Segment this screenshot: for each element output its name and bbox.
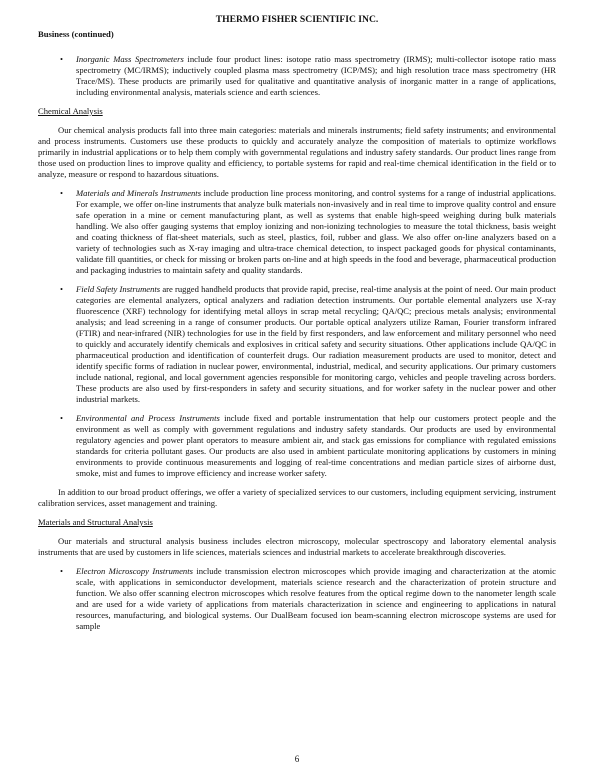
bullet-term: Inorganic Mass Spectrometers: [76, 54, 184, 64]
bullet-field-safety: [38, 284, 556, 405]
bullet-term: Materials and Minerals Instruments: [76, 188, 202, 198]
section-header: Business (continued): [38, 29, 114, 39]
bullet-electron-microscopy: [38, 566, 556, 632]
bullet-environmental-process: [38, 413, 556, 479]
heading-chemical-analysis: Chemical Analysis: [38, 106, 103, 116]
bullet-marker: •: [60, 54, 64, 64]
bullet-term: Environmental and Process Instruments: [76, 413, 220, 423]
bullet-term: Electron Microscopy Instruments: [76, 566, 193, 576]
company-header: THERMO FISHER SCIENTIFIC INC.: [215, 14, 379, 25]
bullet-marker: •: [60, 284, 64, 294]
bullet-text: include transmission electron microscopes which provide imaging and characterization at the atomic scale, with applications in semiconductor development, materials science research and the characterization of protein structure and function. We also offer scanning electron microscopes which resolve features from the optical regime down to the nanometer length scale and are used for a wide variety of applications from materials characterization in science and engineering to applications in natural resources, manufacturing, and biological systems. Our DualBeam focused ion beam-scanning electron microscope systems are used for sample: [76, 566, 557, 631]
bullet-text: include production line process monitoring, and control systems for a range of industrial applications. For example, we offer on-line instruments that analyze bulk materials non-invasively and in real time to improve quality control and ensure safe operation in a mine or cement manufacturing plant, as well as systems that enable high-speed weighing during bulk materials handling. We also offer gauging systems that employ ionizing and non-ionizing technologies to measure the total thickness, basis weight and coating thickness of flat-sheet materials, such as steel, plastics, foil, rubber and glass. We also offer on-line analyzers based on a variety of technologies such as X-ray imaging and ultra-trace chemical detection, to inspect packaged goods for physical contaminants, validate fill quantities, or check for missing or broken parts on-line and at high speeds in the food and beverage, pharmaceutical production and packaging industries to maintain safety and quality standards.: [76, 188, 556, 275]
chemical-closing-paragraph: In addition to our broad product offerings, we offer a variety of specialized services to our customers, including equipment servicing, instrument calibration services, asset management and training.: [38, 487, 556, 508]
bullet-text: include four product lines: isotope ratio mass spectrometry (IRMS); multi-collector isotope ratio mass spectrometry (MC/IRMS); inductively coupled plasma mass spectrometry (ICP/MS); and high resolution trace mass spectrometry (HR Trace/MS). These products are primarily used for qualitative and quantitative analysis of inorganic matter in a range of applications, including environmental analysis, materials science and earth sciences.: [76, 54, 556, 97]
bullet-marker: •: [60, 413, 64, 423]
bullet-marker: •: [60, 566, 64, 576]
chemical-intro-paragraph: Our chemical analysis products fall into three main categories: materials and minerals instruments; field safety instruments; and environmental and process instruments. Customers use these products to quickly and accurately analyze the composition of materials to optimize workflows primarily in industrial applications or to help them comply with governmental regulations and industry safety standards. Our product lines range from those used on production lines to improve quality and efficiency, to portable systems for rapid and real-time chemical identification in the field or to analyze, measure or respond to hazardous situations.: [38, 125, 556, 179]
materials-intro-paragraph: Our materials and structural analysis business includes electron microscopy, molecular spectroscopy and laboratory elemental analysis instruments that are used by customers in life sciences, materials sciences and industrial markets to accelerate breakthrough discoveries.: [38, 536, 556, 557]
bullet-inorganic-mass-spectrometers: [38, 54, 556, 98]
bullet-marker: •: [60, 188, 64, 198]
bullet-text: include fixed and portable instrumentation that help our customers protect people and the environment as well as comply with government regulations and industry safety standards. Our products are used by environmental regulatory agencies and power plant operators to measure ambient air, and stack gas emissions for compliance with regulated emissions standards for criteria pollutant gases. Our products are also used in ambient particulate monitoring applications by customers in mining environments to provide continuous measurements and logging of real-time concentrations and median particle sizes of airborne dust, smoke, mist and fumes to improve efficiency and increase worker safety.: [76, 413, 557, 478]
bullet-materials-minerals: [38, 188, 556, 276]
page-number: 6: [294, 754, 300, 764]
bullet-term: Field Safety Instruments: [76, 284, 161, 294]
heading-materials-structural-analysis: Materials and Structural Analysis: [38, 517, 153, 527]
document-page: [38, 14, 556, 640]
bullet-text: are rugged handheld products that provide rapid, precise, real-time analysis at the point of need. Our main product categories are elemental analyzers, optical analyzers and radiation detection instruments. Our portable elemental analyzers use X-ray fluorescence (XRF) technology for identifying metal alloys in scrap metal recycling; QA/QC; precious metals analysis; environmental analysis; and lead screening in a range of consumer products. Our portable optical analyzers utilize Raman, Fourier transform infrared (FTIR) and near-infrared (NIR) technologies for use in the field by first responders, and law enforcement and military personnel who need to quickly and accurately identify chemicals and explosives in critical safety and security situations. Other applications include QA/QC in pharmaceutical production and identification of counterfeit drugs. Our radiation measurement products are used to monitor, detect and identify specific forms of radiation in nuclear power, environmental, industrial, medical, and security applications. Our primary customers include national, regional, and local government agencies responsible for monitoring cargo, vehicles and people traveling across borders. These products are also used by first-responders in safety and security situations, and for worker safety in the nuclear power and other industrial markets.: [76, 284, 556, 404]
